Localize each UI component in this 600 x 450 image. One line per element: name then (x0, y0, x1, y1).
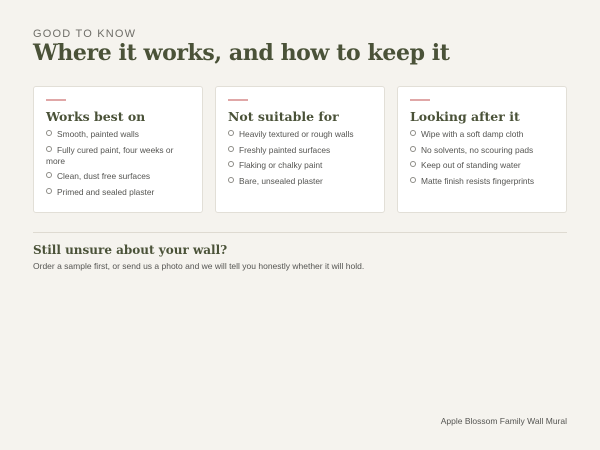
list-item (410, 160, 558, 171)
list-item (46, 129, 194, 140)
list-item-text: Fully cured paint, four weeks or more (46, 144, 174, 166)
card-works-best-on (33, 86, 203, 213)
list-item (228, 176, 376, 187)
list-item-text: Smooth, painted walls (57, 129, 139, 139)
card-title: Looking after it (410, 109, 520, 124)
list-item-text: No solvents, no scouring pads (421, 144, 534, 155)
card-accent-line (228, 99, 248, 101)
list-item (46, 187, 194, 198)
bullet-icon (46, 188, 52, 194)
list-item-text: Freshly painted surfaces (239, 144, 331, 155)
card-list (46, 129, 194, 203)
list-item-text: Heavily textured or rough walls (239, 129, 354, 139)
card-list (410, 129, 558, 191)
list-item (228, 160, 376, 171)
list-item (46, 171, 194, 182)
list-item (410, 129, 558, 140)
list-item-text: Matte finish resists fingerprints (421, 175, 535, 186)
list-item-text: Keep out of standing water (421, 160, 521, 171)
card-title: Works best on (46, 109, 146, 124)
list-item-text: Flaking or chalky paint (239, 160, 323, 171)
help-text: Order a sample first, or send us a photo and we will tell you honestly whether it will hold. (33, 261, 365, 271)
info-cards (33, 86, 567, 214)
product-name: Apple Blossom Family Wall Mural (440, 416, 567, 426)
bullet-icon (228, 177, 234, 183)
bullet-icon (46, 172, 52, 178)
list-item (410, 145, 558, 156)
bullet-icon (228, 130, 234, 136)
bullet-icon (46, 130, 52, 136)
bullet-icon (410, 130, 416, 136)
card-not-suitable-for (215, 86, 385, 213)
section-divider (33, 232, 567, 233)
list-item (228, 145, 376, 156)
card-list (228, 129, 376, 191)
list-item-text: Bare, unsealed plaster (239, 175, 323, 186)
card-accent-line (410, 99, 430, 101)
bullet-icon (228, 161, 234, 167)
list-item (410, 176, 558, 187)
page-title: Where it works, and how to keep it (33, 40, 450, 66)
card-title: Not suitable for (228, 109, 339, 124)
bullet-icon (46, 146, 52, 152)
list-item-text: Clean, dust free surfaces (57, 171, 151, 182)
list-item-text: Wipe with a soft damp cloth (421, 129, 524, 139)
bullet-icon (410, 177, 416, 183)
bullet-icon (410, 146, 416, 152)
help-title: Still unsure about your wall? (33, 243, 228, 257)
card-looking-after-it (397, 86, 567, 213)
list-item-text: Primed and sealed plaster (57, 186, 155, 197)
bullet-icon (410, 161, 416, 167)
bullet-icon (228, 146, 234, 152)
card-accent-line (46, 99, 66, 101)
list-item (228, 129, 376, 140)
list-item (46, 145, 194, 167)
eyebrow-label: GOOD TO KNOW (33, 28, 137, 40)
